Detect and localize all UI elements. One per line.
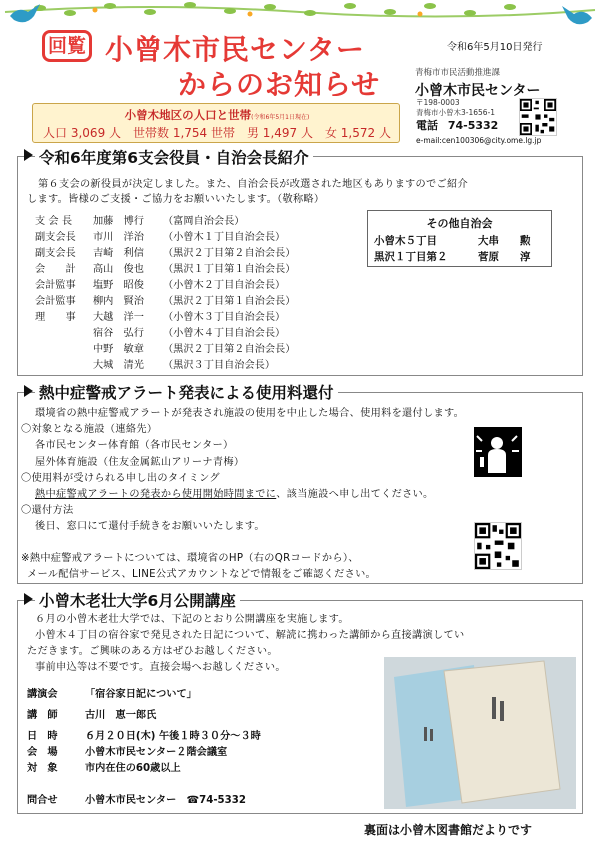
- officer-row: [35, 244, 295, 259]
- officer-row: [35, 324, 285, 339]
- other-associations-box: [367, 210, 552, 267]
- officer-row: [35, 260, 295, 275]
- lecture-para-2: 小曾木４丁目の宿谷家で発見された日記について、解読に携わった講師から直接講演してい: [35, 630, 465, 641]
- department-name: 青梅市市民活動推進課: [415, 68, 501, 78]
- refund-method-line: 後日、窓口にて還付手続きをお願いいたします。: [35, 521, 265, 532]
- contact-value: 小曾木市民センター ☎74-5332: [85, 795, 246, 806]
- detail-value: 「宿谷家日記について」: [85, 689, 197, 700]
- alert-note-1: ※熱中症警戒アラートについては、環境省のHP（右のQRコードから）、: [21, 553, 359, 564]
- timing-underlined-text: 熱中症警戒アラートの発表から使用開始時間までに: [35, 489, 277, 500]
- leaf-vine-decoration: [0, 0, 600, 30]
- officer-area: （黒沢３丁目自治会長）: [163, 360, 276, 371]
- section2-intro: 環境省の熱中症警戒アラートが発表され施設の使用を中止した場合、使用料を還付します。: [35, 408, 465, 419]
- population-summary: 人口 3,069 人 世帯数 1,754 世帯 男 1,497 人 女 1,572 人: [43, 126, 391, 140]
- officer-role: 会計監事: [35, 296, 76, 307]
- detail-row: [27, 743, 227, 758]
- officer-role: 会 計: [35, 264, 76, 275]
- phone-label: 電話: [416, 119, 438, 132]
- diary-book-photo: [384, 657, 576, 809]
- timing-line: [35, 487, 434, 502]
- officer-row: [35, 340, 295, 355]
- detail-row: [27, 685, 197, 700]
- officer-area: （黒沢１丁目第１自治会長）: [163, 264, 296, 275]
- section1-marker-icon: [24, 149, 33, 161]
- page-title: 小曾木市民センター: [105, 33, 365, 66]
- back-page-note: 裏面は小曾木図書館だよりです: [364, 823, 533, 837]
- officer-name: 柳内 賢治: [93, 296, 144, 307]
- officer-area: （富岡自治会長）: [163, 216, 245, 227]
- population-heading: 小曾木地区の人口と世帯: [124, 108, 252, 122]
- address-block: [416, 98, 495, 118]
- detail-value: 市内在住の60歳以上: [85, 763, 181, 774]
- lecture-para-3: ただきます。ご興味のある方はぜひお越しください。: [27, 646, 278, 657]
- population-date-note: (令和6年5月1日現在): [251, 114, 310, 121]
- section1-title: 令和6年度第6支会役員・自治会長紹介: [35, 146, 313, 168]
- moe-website-qr-code[interactable]: [474, 522, 522, 570]
- bird-left-icon: [6, 2, 46, 28]
- officer-area: （黒沢２丁目第１自治会長）: [163, 296, 296, 307]
- officer-role: 副支会長: [35, 232, 76, 243]
- facility-line-2: 屋外体育施設（住友金属鉱山アリーナ青梅）: [35, 457, 245, 468]
- officer-name: 中野 敏章: [93, 344, 144, 355]
- detail-value: 小曾木市民センター２階会議室: [85, 747, 228, 758]
- detail-label: 会 場: [27, 747, 58, 758]
- detail-label: 対 象: [27, 763, 58, 774]
- other-association-area: 小曾木５丁目: [374, 235, 437, 247]
- officer-name: 高山 俊也: [93, 264, 144, 275]
- office-qr-code[interactable]: [519, 98, 557, 136]
- officer-name: 吉崎 利信: [93, 248, 144, 259]
- other-associations-title: その他自治会: [426, 217, 493, 230]
- section2-marker-icon: [24, 385, 33, 397]
- office-phone: [416, 117, 498, 133]
- officer-area: （小曾木１丁目自治会長）: [163, 232, 286, 243]
- section3-title: 小曾木老壮大学6月公開講座: [35, 589, 240, 611]
- issue-date: 令和6年5月10日発行: [447, 42, 543, 53]
- officer-row: [35, 308, 285, 323]
- officer-role: 会計監事: [35, 280, 76, 291]
- section1-intro-1: 第６支会の新役員が決定しました。また、自治会長が改選された地区もありますのでご紹介: [38, 179, 468, 190]
- detail-row: [27, 759, 181, 774]
- facility-line-1: 各市民センター体育館（各市民センター）: [35, 440, 234, 451]
- officer-row: [35, 356, 275, 371]
- heatstroke-alert-icon: [474, 427, 522, 477]
- detail-value: 古川 恵一郎氏: [85, 710, 157, 721]
- facility-heading: 〇対象となる施設（連絡先）: [21, 424, 158, 435]
- detail-label: 講 師: [27, 710, 58, 721]
- street-address: 青梅市小曾木3-1656-1: [416, 108, 496, 117]
- detail-row: [27, 727, 261, 742]
- contact-label: 問合せ: [27, 795, 58, 806]
- detail-value: ６月２０日(木) 午後１時３０分～３時: [85, 731, 261, 742]
- detail-label: 講演会: [27, 689, 58, 700]
- officer-area: （小曾木２丁目自治会長）: [163, 280, 286, 291]
- alert-note-2: メール配信サービス、LINE公式アカウントなどで情報をご確認ください。: [27, 569, 377, 580]
- other-association-name: 大串 勲: [478, 235, 531, 247]
- officer-row: [35, 212, 245, 227]
- other-association-row: [374, 233, 531, 248]
- other-association-name: 菅原 淳: [478, 251, 531, 263]
- other-association-row: [374, 249, 531, 264]
- officer-name: 宿谷 弘行: [93, 328, 144, 339]
- officer-row: [35, 228, 285, 243]
- population-box: [32, 103, 400, 143]
- office-email: e-mail:cen100306@city.ome.lg.jp: [416, 136, 542, 145]
- page-subtitle: からのお知らせ: [178, 68, 381, 101]
- population-title: [33, 107, 401, 123]
- section1-intro-2: します。皆様のご支援・ご協力をお願いいたします。（敬称略）: [27, 194, 325, 205]
- phone-number: 74-5332: [447, 119, 499, 132]
- section2-title: 熱中症警戒アラート発表による使用料還付: [35, 381, 338, 403]
- officer-area: （黒沢２丁目第２自治会長）: [163, 248, 296, 259]
- officer-name: 塩野 昭俊: [93, 280, 144, 291]
- officer-name: 加藤 博行: [93, 216, 144, 227]
- postal-code: 〒198-0003: [416, 98, 460, 107]
- officer-row: [35, 276, 285, 291]
- section3-marker-icon: [24, 593, 33, 605]
- detail-label: 日 時: [27, 731, 58, 742]
- officer-area: （小曾木３丁目自治会長）: [163, 312, 286, 323]
- timing-rest-text: 、該当施設へ申し出てください。: [276, 489, 434, 500]
- officer-area: （黒沢２丁目第２自治会長）: [163, 344, 296, 355]
- refund-method-heading: 〇還付方法: [21, 505, 74, 516]
- lecture-para-4: 事前申込等は不要です。直接会場へお越しください。: [35, 662, 286, 673]
- detail-row: [27, 706, 156, 721]
- bird-right-icon: [556, 4, 596, 30]
- officer-name: 市川 洋治: [93, 232, 144, 243]
- officer-name: 大越 洋一: [93, 312, 144, 323]
- timing-heading: 〇使用料が受けられる申し出のタイミング: [21, 473, 220, 484]
- other-association-area: 黒沢１丁目第２: [374, 251, 448, 263]
- contact-row: [27, 791, 246, 806]
- officer-role: 副支会長: [35, 248, 76, 259]
- officer-area: （小曾木４丁目自治会長）: [163, 328, 286, 339]
- circulation-badge: 回覧: [42, 30, 92, 62]
- office-name: 小曾木市民センター: [415, 83, 541, 99]
- officer-name: 大城 清光: [93, 360, 144, 371]
- lecture-para-1: ６月の小曾木老壮大学では、下記のとおり公開講座を実施します。: [35, 614, 349, 625]
- officer-role: 理 事: [35, 312, 76, 323]
- officer-role: 支 会 長: [35, 216, 73, 227]
- officer-row: [35, 292, 295, 307]
